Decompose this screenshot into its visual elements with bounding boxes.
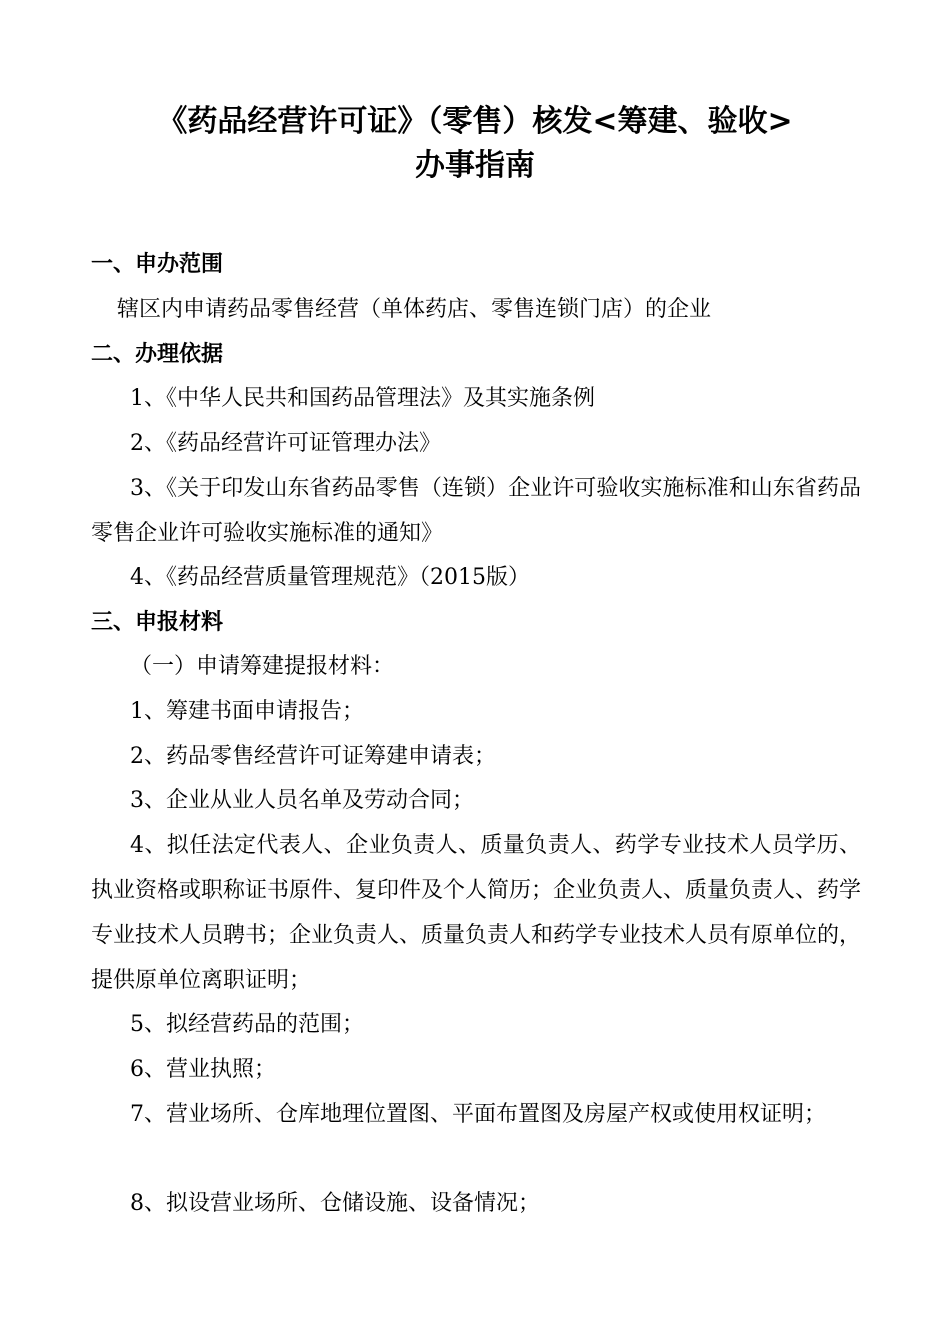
- section-heading-basis: 二、办理依据: [91, 342, 224, 367]
- materials-item: 1、筹建书面申请报告；: [130, 699, 364, 724]
- section-heading-materials: 三、申报材料: [91, 610, 224, 635]
- materials-item: 6、营业执照；: [130, 1057, 276, 1082]
- materials-item: 5、拟经营药品的范围；: [130, 1012, 364, 1037]
- basis-item: 2、《药品经营许可证管理办法》: [130, 431, 441, 456]
- section-heading-scope: 一、申办范围: [91, 252, 224, 277]
- document-title-line-2: 办事指南: [415, 148, 535, 183]
- basis-item: 1、《中华人民共和国药品管理法》及其实施条例: [130, 386, 595, 411]
- document-title-line-1: 《药品经营许可证》（零售）核发<筹建、验收>: [157, 104, 793, 139]
- materials-item: 8、拟设营业场所、仓储设施、设备情况；: [130, 1191, 540, 1216]
- scope-text: 辖区内申请药品零售经营（单体药店、零售连锁门店）的企业: [117, 297, 712, 322]
- materials-item: 3、企业从业人员名单及劳动合同；: [130, 788, 474, 813]
- materials-subheading: （一）申请筹建提报材料：: [130, 654, 395, 679]
- materials-item: 7、营业场所、仓库地理位置图、平面布置图及房屋产权或使用权证明；: [130, 1102, 826, 1127]
- basis-item: 4、《药品经营质量管理规范》（2015版）: [130, 565, 530, 590]
- basis-item: 3、《关于印发山东省药品零售（连锁）企业许可验收实施标准和山东省药品零售企业许可验收实施标准的通知》: [91, 476, 861, 546]
- materials-item: 4、拟任法定代表人、企业负责人、质量负责人、药学专业技术人员学历、执业资格或职称证书原件、复印件及个人简历；企业负责人、质量负责人、药学专业技术人员聘书；企业负责人、质量负责人和药学专业技术人员有原单位的，提供原单位离职证明；: [91, 833, 862, 993]
- materials-item: 2、药品零售经营许可证筹建申请表；: [130, 744, 496, 769]
